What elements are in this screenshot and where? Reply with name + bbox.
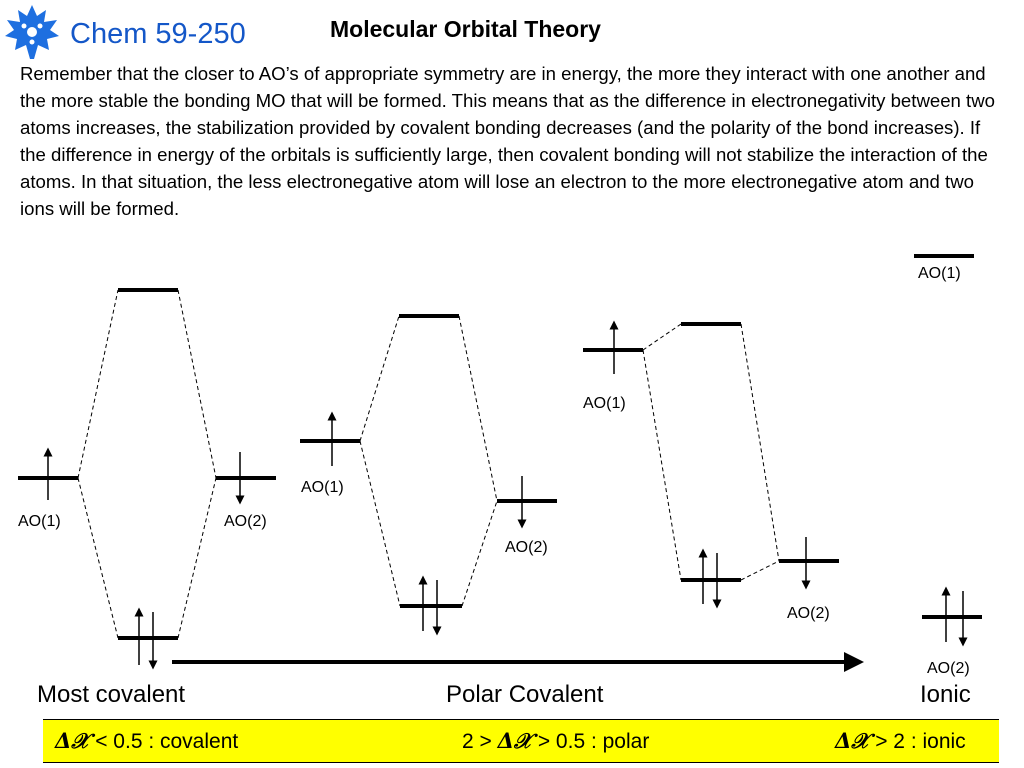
rule-polar [462, 728, 649, 754]
strongly-polar-mo-diagram [583, 324, 839, 622]
ao2-label: AO(2) [505, 539, 548, 556]
delta-chi-symbol: Δ𝒳 [497, 728, 532, 753]
electronegativity-rule-bar [43, 719, 999, 763]
rule-covalent [55, 728, 238, 754]
polar-mo-diagram [300, 316, 557, 631]
rule-ionic [835, 728, 966, 754]
ao1-label: AO(1) [18, 513, 61, 530]
page-title: Molecular Orbital Theory [330, 16, 601, 42]
ao2-label: AO(2) [927, 660, 970, 677]
ao2-label: AO(2) [224, 513, 267, 530]
rule-polar-suffix: > 0.5 : polar [537, 730, 650, 753]
covalent-mo-diagram [18, 290, 276, 665]
scale-label-most-covalent: Most covalent [37, 681, 186, 708]
ao1-label: AO(1) [918, 265, 961, 282]
delta-chi-symbol: Δ𝒳 [55, 728, 90, 753]
scale-label-ionic: Ionic [920, 681, 971, 708]
course-code: Chem 59-250 [70, 18, 246, 50]
scale-label-polar-covalent: Polar Covalent [446, 681, 604, 708]
ao1-label: AO(1) [301, 479, 344, 496]
body-paragraph: Remember that the closer to AO’s of appropriate symmetry are in energy, the more they interact with one another and the more stable the bonding MO that will be formed. This means that as the difference in electronegativity between two atoms increases, the stabilization provided by covalent bonding decreases (and the polarity of the bond increases). If the difference in energy of the orbitals is sufficiently large, then covalent bonding will not stabilize the interaction of the atoms. In that situation, the less electronegative atom will lose an electron to the more electronegative atom and two ions will be formed. [20, 63, 995, 219]
ao2-label: AO(2) [787, 605, 830, 622]
rule-polar-prefix: 2 > [462, 730, 492, 753]
ao1-label: AO(1) [583, 395, 626, 412]
ionic-mo-diagram [914, 256, 982, 677]
rule-covalent-text: < 0.5 : covalent [95, 730, 239, 753]
delta-chi-symbol: Δ𝒳 [835, 728, 870, 753]
rule-ionic-text: > 2 : ionic [875, 730, 966, 753]
